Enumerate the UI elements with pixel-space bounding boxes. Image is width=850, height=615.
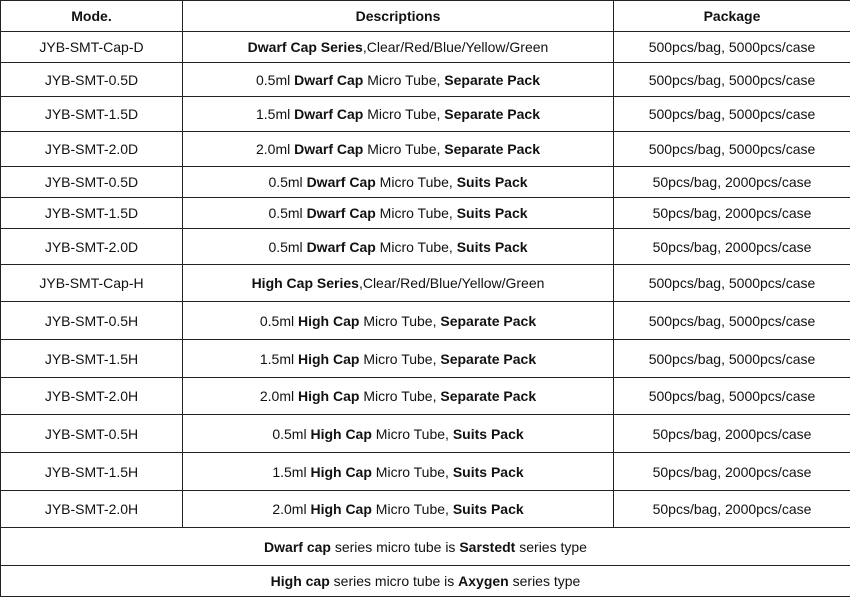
- plain-text: Micro Tube,: [371, 463, 453, 480]
- table-row: [1, 132, 850, 167]
- mode-cell: JYB-SMT-1.5D: [1, 198, 183, 229]
- header-mode: Mode.: [1, 1, 183, 32]
- emphasis-text: Dwarf Cap: [306, 205, 376, 221]
- table-row: [1, 415, 850, 453]
- plain-text: Micro Tube,: [375, 205, 457, 221]
- emphasis-text: Separate Pack: [444, 106, 540, 122]
- plain-text: 1.5ml: [272, 463, 311, 480]
- description-cell: [183, 97, 614, 132]
- emphasis-text: Separate Pack: [440, 312, 537, 329]
- description-cell: [183, 302, 614, 340]
- plain-text: series micro tube is: [330, 538, 460, 555]
- table-row: [1, 63, 850, 97]
- plain-text: 1.5ml: [255, 106, 295, 122]
- package-cell: 50pcs/bag, 2000pcs/case: [614, 198, 850, 229]
- plain-text: series type: [508, 573, 581, 589]
- description-cell: [183, 229, 614, 265]
- plain-text: 0.5ml: [268, 174, 307, 190]
- emphasis-text: High Cap: [298, 350, 360, 367]
- table-row: [1, 340, 850, 378]
- emphasis-text: Dwarf cap: [264, 538, 331, 555]
- package-cell: 500pcs/bag, 5000pcs/case: [614, 97, 850, 132]
- emphasis-text: Separate Pack: [444, 71, 540, 88]
- plain-text: series micro tube is: [329, 573, 459, 589]
- emphasis-text: Suits Pack: [452, 463, 524, 480]
- plain-text: 2.0ml: [272, 501, 311, 517]
- emphasis-text: High Cap: [310, 501, 372, 517]
- plain-text: Micro Tube,: [359, 388, 441, 404]
- package-cell: 50pcs/bag, 2000pcs/case: [614, 453, 850, 491]
- header-descriptions: Descriptions: [183, 1, 614, 32]
- emphasis-text: Separate Pack: [440, 388, 537, 404]
- package-cell: 500pcs/bag, 5000pcs/case: [614, 340, 850, 378]
- note-cell: [1, 566, 850, 597]
- plain-text: Micro Tube,: [363, 106, 445, 122]
- plain-text: Micro Tube,: [375, 238, 457, 255]
- emphasis-text: Dwarf Cap: [294, 106, 364, 122]
- description-cell: [183, 265, 614, 302]
- emphasis-text: High Cap: [298, 388, 360, 404]
- plain-text: Micro Tube,: [371, 425, 453, 442]
- table-row: [1, 453, 850, 491]
- description-cell: [183, 198, 614, 229]
- table-row: [1, 167, 850, 198]
- mode-cell: JYB-SMT-0.5D: [1, 63, 183, 97]
- package-cell: 500pcs/bag, 5000pcs/case: [614, 265, 850, 302]
- emphasis-text: Suits Pack: [456, 205, 528, 221]
- mode-cell: JYB-SMT-Cap-D: [1, 32, 183, 63]
- table-row: [1, 491, 850, 528]
- mode-cell: JYB-SMT-0.5H: [1, 415, 183, 453]
- plain-text: 0.5ml: [272, 425, 311, 442]
- description-cell: [183, 453, 614, 491]
- plain-text: 0.5ml: [259, 312, 298, 329]
- header-row: [1, 1, 850, 32]
- note-row: [1, 528, 850, 566]
- description-cell: [183, 415, 614, 453]
- description-cell: [183, 378, 614, 415]
- description-cell: [183, 63, 614, 97]
- note-cell: [1, 528, 850, 566]
- table-row: [1, 302, 850, 340]
- table-row: [1, 97, 850, 132]
- emphasis-text: Sarstedt: [459, 538, 516, 555]
- plain-text: Micro Tube,: [359, 312, 441, 329]
- plain-text: 1.5ml: [259, 350, 298, 367]
- package-cell: 500pcs/bag, 5000pcs/case: [614, 378, 850, 415]
- emphasis-text: High cap: [270, 573, 330, 589]
- plain-text: series type: [515, 538, 587, 555]
- mode-cell: JYB-SMT-Cap-H: [1, 265, 183, 302]
- emphasis-text: Dwarf Cap: [294, 141, 364, 157]
- table-row: [1, 265, 850, 302]
- emphasis-text: Dwarf Cap Series: [247, 39, 363, 55]
- plain-text: ,Clear/Red/Blue/Yellow/Green: [358, 275, 545, 291]
- emphasis-text: High Cap: [310, 463, 372, 480]
- mode-cell: JYB-SMT-1.5D: [1, 97, 183, 132]
- emphasis-text: Separate Pack: [440, 350, 537, 367]
- header-package: Package: [614, 1, 850, 32]
- emphasis-text: Suits Pack: [456, 174, 528, 190]
- table-row: [1, 198, 850, 229]
- package-cell: 500pcs/bag, 5000pcs/case: [614, 32, 850, 63]
- package-cell: 500pcs/bag, 5000pcs/case: [614, 302, 850, 340]
- mode-cell: JYB-SMT-0.5H: [1, 302, 183, 340]
- plain-text: ,Clear/Red/Blue/Yellow/Green: [362, 39, 549, 55]
- emphasis-text: High Cap Series: [251, 275, 359, 291]
- table-row: [1, 229, 850, 265]
- mode-cell: JYB-SMT-2.0H: [1, 491, 183, 528]
- package-cell: 50pcs/bag, 2000pcs/case: [614, 229, 850, 265]
- description-cell: [183, 32, 614, 63]
- emphasis-text: Axygen: [458, 573, 509, 589]
- table-row: [1, 32, 850, 63]
- note-row: [1, 566, 850, 597]
- package-cell: 50pcs/bag, 2000pcs/case: [614, 415, 850, 453]
- plain-text: 0.5ml: [268, 205, 307, 221]
- description-cell: [183, 491, 614, 528]
- plain-text: 2.0ml: [259, 388, 298, 404]
- emphasis-text: Suits Pack: [452, 501, 524, 517]
- package-cell: 500pcs/bag, 5000pcs/case: [614, 63, 850, 97]
- emphasis-text: Suits Pack: [456, 238, 528, 255]
- emphasis-text: Suits Pack: [452, 425, 524, 442]
- mode-cell: JYB-SMT-2.0D: [1, 229, 183, 265]
- plain-text: 2.0ml: [255, 141, 295, 157]
- emphasis-text: Dwarf Cap: [306, 238, 376, 255]
- plain-text: Micro Tube,: [363, 141, 445, 157]
- package-cell: 50pcs/bag, 2000pcs/case: [614, 491, 850, 528]
- emphasis-text: Separate Pack: [444, 141, 540, 157]
- mode-cell: JYB-SMT-2.0H: [1, 378, 183, 415]
- table-row: [1, 378, 850, 415]
- emphasis-text: High Cap: [298, 312, 360, 329]
- description-cell: [183, 340, 614, 378]
- plain-text: Micro Tube,: [375, 174, 457, 190]
- emphasis-text: High Cap: [310, 425, 372, 442]
- package-cell: 500pcs/bag, 5000pcs/case: [614, 132, 850, 167]
- mode-cell: JYB-SMT-1.5H: [1, 340, 183, 378]
- plain-text: Micro Tube,: [363, 71, 445, 88]
- plain-text: Micro Tube,: [371, 501, 453, 517]
- plain-text: 0.5ml: [268, 238, 307, 255]
- package-cell: 50pcs/bag, 2000pcs/case: [614, 167, 850, 198]
- plain-text: Micro Tube,: [359, 350, 441, 367]
- description-cell: [183, 167, 614, 198]
- description-cell: [183, 132, 614, 167]
- mode-cell: JYB-SMT-1.5H: [1, 453, 183, 491]
- plain-text: 0.5ml: [255, 71, 295, 88]
- emphasis-text: Dwarf Cap: [306, 174, 376, 190]
- mode-cell: JYB-SMT-2.0D: [1, 132, 183, 167]
- mode-cell: JYB-SMT-0.5D: [1, 167, 183, 198]
- emphasis-text: Dwarf Cap: [294, 71, 364, 88]
